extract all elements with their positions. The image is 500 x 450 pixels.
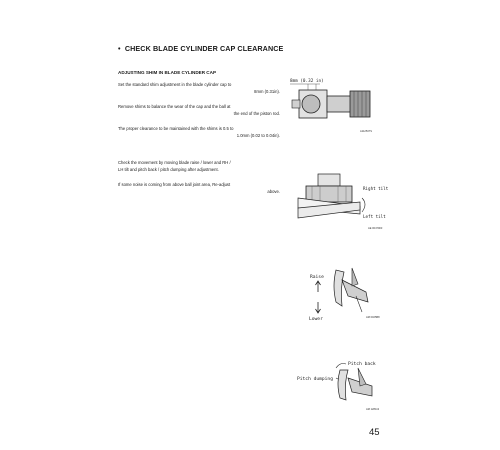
lower-label: Lower — [309, 317, 323, 322]
paragraph-line: Remove shims to balance the wear of the cap and the ball at — [118, 104, 231, 109]
heading-bullet: • — [118, 44, 121, 53]
right-tilt-label: Right tilt — [363, 186, 389, 191]
blade-tilt-figure — [294, 172, 389, 232]
paragraph-clearance — [118, 126, 280, 139]
paragraph-line: Check the movement by moving blade raise / lower and RH / — [118, 160, 231, 165]
cylinder-housing — [350, 91, 370, 117]
cap-figure-code: A112537S — [360, 130, 372, 133]
paragraph-line: the end of the piston rod. — [233, 110, 280, 116]
raise-arrow-icon — [316, 281, 321, 292]
page-number: 45 — [369, 427, 380, 438]
lift-cylinder — [352, 268, 358, 286]
pitch-dumping-label: Pitch dumping — [297, 377, 333, 382]
raise-label: Raise — [310, 275, 324, 280]
blade-profile — [338, 370, 348, 400]
paragraph-line: 8mm (0.31in). — [254, 88, 280, 94]
piston-rod-end — [292, 100, 300, 108]
left-tilt-label: Left tilt — [363, 214, 386, 219]
section-heading — [118, 44, 283, 53]
cylinder-cap-figure — [284, 74, 384, 136]
section-subtitle: ADJUSTING SHIM IN BLADE CYLINDER CAP — [118, 70, 217, 75]
blade-pitch-figure — [296, 356, 388, 414]
cap-dimension-label: 8mm (0.32 in) — [290, 79, 324, 84]
paragraph-remove-shims — [118, 104, 280, 117]
paragraph-shim-setting — [118, 82, 280, 95]
ball-joint — [302, 95, 320, 113]
blade-raise-lower-figure — [296, 262, 386, 324]
paragraph-check-movement — [118, 160, 280, 173]
pitch-back-arrow-icon — [336, 364, 346, 369]
paragraph-noise — [118, 182, 280, 195]
pitch-figure-code: AM 128113 — [366, 408, 380, 411]
dozer-cab — [318, 174, 340, 186]
pitch-back-label: Pitch back — [348, 362, 376, 367]
tilt-figure-code: AE 0047903 — [368, 227, 383, 230]
blade-profile — [334, 270, 344, 306]
paragraph-line: LH tilt and pitch back / pitch dumping after adjustment. — [118, 166, 219, 172]
paragraph-line: 1.0mm (0.02 to 0.04in). — [236, 132, 280, 138]
heading-title: CHECK BLADE CYLINDER CAP CLEARANCE — [124, 44, 284, 53]
raise-figure-code: AM 0025B8 — [366, 316, 380, 319]
paragraph-line: If some noise is coming from above ball joint area, Re-adjust — [118, 182, 231, 187]
paragraph-line: Set the standard shim adjustment in the blade cylinder cap to — [118, 82, 232, 87]
paragraph-line: The proper clearance to be maintained with the shims is 0.5 to — [118, 126, 234, 131]
tilt-arrow-icon — [362, 198, 365, 212]
cylinder-rod — [327, 96, 351, 112]
paragraph-line: above. — [267, 188, 280, 194]
lower-arrow-icon — [316, 302, 321, 313]
